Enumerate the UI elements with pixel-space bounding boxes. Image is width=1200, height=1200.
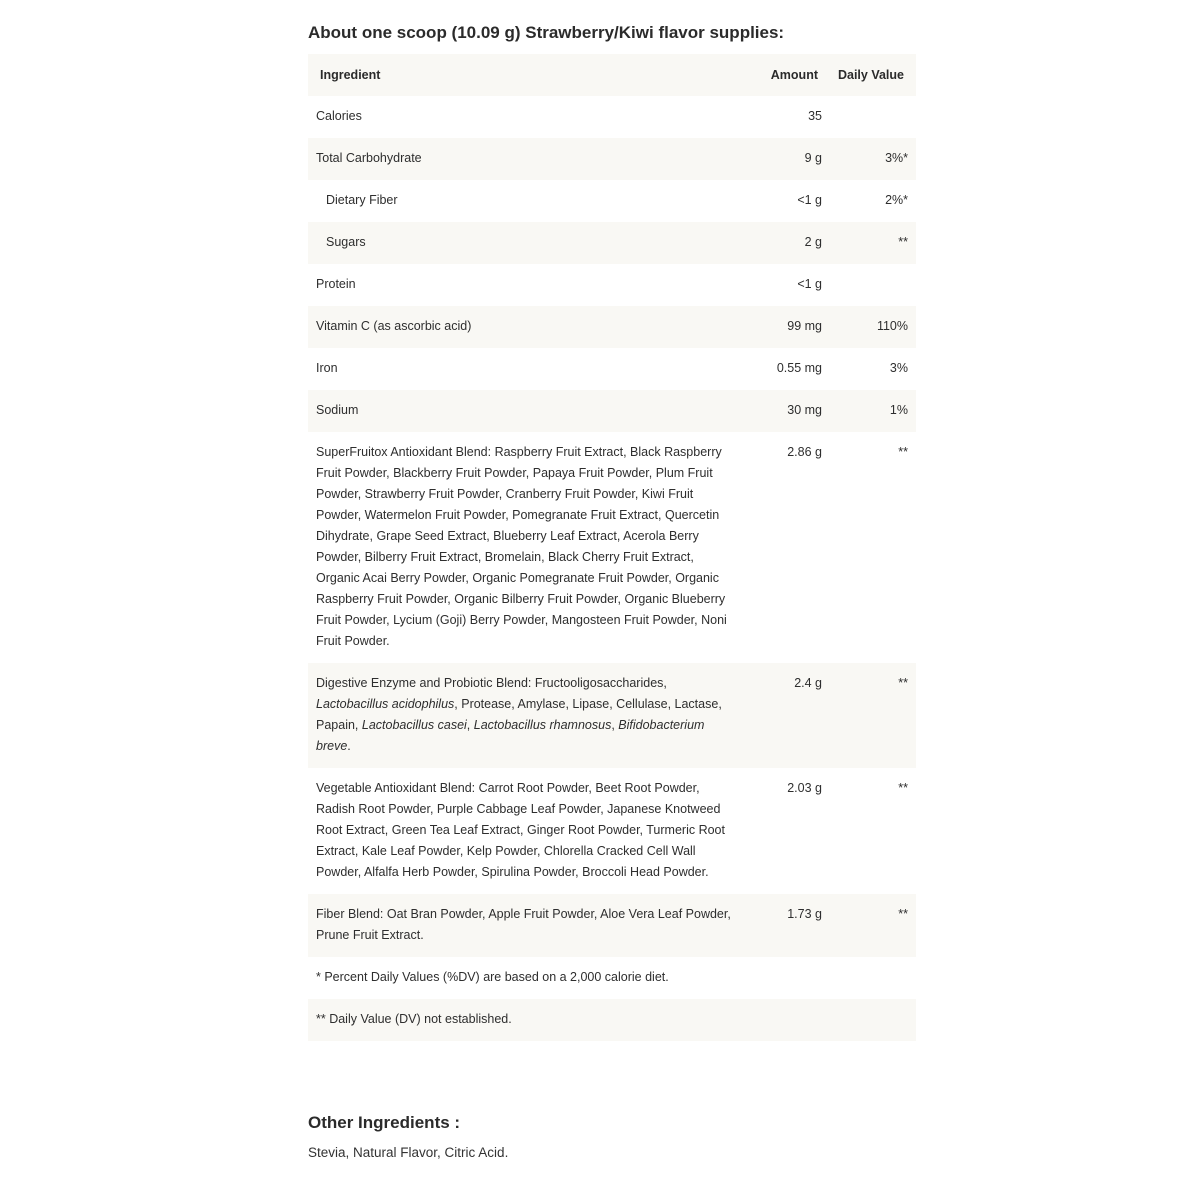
ingredient-name: Protein: [316, 277, 356, 291]
ingredient-daily-value: **: [898, 676, 908, 690]
table-row: [308, 138, 916, 180]
ingredient-daily-value: 1%: [889, 403, 908, 417]
ingredient-name-part: ,: [466, 718, 474, 732]
ingredient-amount: <1 g: [797, 277, 822, 291]
ingredient-daily-value: 110%: [876, 319, 908, 333]
table-header-row: [308, 54, 916, 96]
table-row: [308, 348, 916, 390]
supplement-heading: About one scoop (10.09 g) Strawberry/Kiwi flavor supplies:: [308, 23, 785, 42]
other-ingredients-title: Other Ingredients :: [308, 1113, 461, 1132]
ingredient-name: Sugars: [326, 235, 366, 249]
ingredient-amount: 2.4 g: [794, 676, 822, 690]
table-row: [308, 180, 916, 222]
ingredient-name-part: Digestive Enzyme and Probiotic Blend: Fructooligosaccharides,: [316, 676, 667, 690]
ingredient-name: Vegetable Antioxidant Blend: Carrot Root Powder, Beet Root Powder, Radish Root Powder, Purple Cabbage Leaf Powder, Japanese Knotweed Root Extract, Green Tea Leaf Extract, Ginger Root Powder, Turmeric Root Extract, Kale Leaf Powder, Kelp Powder, Chlorella Cracked Cell Wall Powder, Alfalfa Herb Powder, Spirulina Powder, Broccoli Head Powder.: [316, 781, 725, 879]
table-row: [308, 306, 916, 348]
table-row: [308, 768, 916, 894]
ingredient-name-part: , Protease, Amylase, Lipase, Cellulase, Lactase, Papain,: [316, 697, 722, 732]
ingredient-daily-value: **: [898, 235, 908, 249]
ingredient-name: Iron: [316, 361, 338, 375]
footnote-dv-not-established: ** Daily Value (DV) not established.: [316, 1012, 512, 1026]
other-ingredients-text: Stevia, Natural Flavor, Citric Acid.: [308, 1145, 509, 1160]
ingredient-daily-value: **: [898, 907, 908, 921]
nutrition-table: [308, 54, 916, 1041]
ingredient-name-species: Bifidobacterium breve: [316, 718, 705, 753]
header-ingredient: Ingredient: [308, 54, 744, 96]
footnote-percent-dv: * Percent Daily Values (%DV) are based on a 2,000 calorie diet.: [316, 970, 669, 984]
ingredient-name: Sodium: [316, 403, 359, 417]
ingredient-amount: 99 mg: [787, 319, 822, 333]
ingredient-daily-value: **: [898, 445, 908, 459]
ingredient-daily-value: 3%*: [885, 151, 908, 165]
ingredient-amount: 0.55 mg: [776, 361, 822, 375]
ingredient-name: [308, 663, 744, 768]
table-row: [308, 663, 916, 768]
ingredient-name: Fiber Blend: Oat Bran Powder, Apple Fruit Powder, Aloe Vera Leaf Powder, Prune Fruit Extract.: [316, 907, 731, 942]
ingredient-amount: 2 g: [804, 235, 822, 249]
ingredient-daily-value: **: [898, 781, 908, 795]
ingredient-name-species: Lactobacillus acidophilus: [316, 697, 455, 711]
ingredient-amount: 2.03 g: [787, 781, 822, 795]
ingredient-daily-value: [826, 264, 916, 285]
ingredient-amount: 35: [808, 109, 822, 123]
ingredient-amount: <1 g: [797, 193, 822, 207]
ingredient-name-species: Lactobacillus casei: [361, 718, 467, 732]
ingredient-daily-value: [826, 96, 916, 117]
ingredient-daily-value: 2%*: [885, 193, 908, 207]
ingredient-name: Dietary Fiber: [326, 193, 398, 207]
footnote-row: [308, 957, 916, 999]
header-daily-value: Daily Value: [826, 54, 916, 96]
ingredient-amount: 1.73 g: [787, 907, 822, 921]
ingredient-name: Total Carbohydrate: [316, 151, 422, 165]
ingredient-daily-value: 3%: [889, 361, 908, 375]
header-amount: Amount: [744, 54, 826, 96]
footnote-row: [308, 999, 916, 1041]
table-row: [308, 894, 916, 957]
ingredient-amount: 2.86 g: [787, 445, 822, 459]
supplement-facts: [308, 20, 916, 1041]
ingredient-name: SuperFruitox Antioxidant Blend: Raspberry Fruit Extract, Black Raspberry Fruit Powder, Blackberry Fruit Powder, Papaya Fruit Powder, Plum Fruit Powder, Strawberry Fruit Powder, Cranberry Fruit Powder, Kiwi Fruit Powder, Watermelon Fruit Powder, Pomegranate Fruit Extract, Quercetin Dihydrate, Grape Seed Extract, Blueberry Leaf Extract, Acerola Berry Powder, Bilberry Fruit Extract, Bromelain, Black Cherry Fruit Extract, Organic Acai Berry Powder, Organic Pomegranate Fruit Powder, Organic Raspberry Fruit Powder, Organic Bilberry Fruit Powder, Organic Blueberry Fruit Powder, Lycium (Goji) Berry Powder, Mangosteen Fruit Powder, Noni Fruit Powder.: [316, 445, 727, 648]
table-row: [308, 264, 916, 306]
table-row: [308, 96, 916, 138]
table-row: [308, 222, 916, 264]
table-row: [308, 390, 916, 432]
ingredient-name: Vitamin C (as ascorbic acid): [316, 319, 472, 333]
ingredient-amount: 30 mg: [787, 403, 822, 417]
ingredient-name: Calories: [316, 109, 362, 123]
ingredient-name-part: ,: [611, 718, 619, 732]
ingredient-amount: 9 g: [804, 151, 822, 165]
table-row: [308, 432, 916, 663]
ingredient-name-species: Lactobacillus rhamnosus: [473, 718, 612, 732]
ingredient-name-part: .: [347, 739, 351, 753]
